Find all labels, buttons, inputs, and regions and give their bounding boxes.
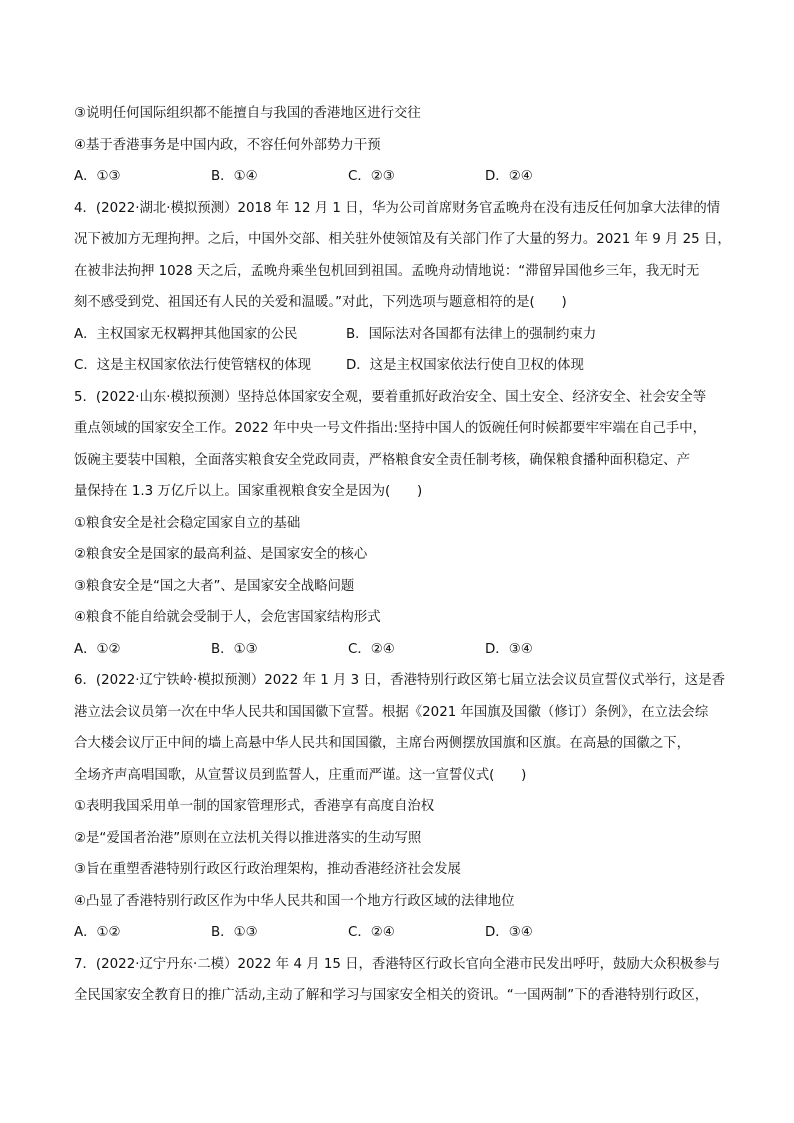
- option-d: D．③④: [485, 641, 533, 657]
- option-c: C．②④: [348, 641, 395, 657]
- statement-item: ②粮食安全是国家的最高利益、是国家安全的核心: [74, 547, 368, 562]
- option-d: D．②④: [485, 169, 533, 184]
- option-d: D．这是主权国家依法行使自卫权的体现: [346, 358, 584, 373]
- answer-options-row-2: [74, 350, 734, 382]
- question-text-line: 6．(2022·辽宁铁岭·模拟预测）2022 年 1 月 3 日，香港特别行政区第七届立法会议员宣誓仪式举行，这是香: [74, 673, 725, 688]
- option-a: A．主权国家无权羁押其他国家的公民: [74, 326, 298, 342]
- option-c: C．②③: [348, 169, 395, 184]
- option-d: D．③④: [485, 925, 533, 940]
- question-3-tail: [74, 98, 734, 193]
- statement-item: ③说明任何国际组织都不能擅自与我国的香港地区进行交往: [74, 106, 421, 121]
- question-5: [74, 382, 734, 666]
- option-b: B．①④: [211, 169, 258, 184]
- statement-item: ①粮食安全是社会稳定国家自立的基础: [74, 515, 301, 531]
- question-text-line: 在被非法拘押 1028 天之后，孟晚舟乘坐包机回到祖国。孟晚舟动情地说：“滞留异国他乡三年，我无时无: [74, 263, 700, 279]
- option-c: C．②④: [348, 925, 395, 940]
- statement-item: ④粮食不能自给就会受制于人，会危害国家结构形式: [74, 610, 381, 625]
- option-c: C．这是主权国家依法行使管辖权的体现: [74, 358, 311, 373]
- question-text-line: 刻不感受到党、祖国还有人民的关爱和温暖。”对此，下列选项与题意相符的是( ): [74, 295, 567, 310]
- statement-item: ③粮食安全是“国之大者”、是国家安全战略问题: [74, 578, 355, 594]
- statement-item: ④基于香港事务是中国内政，不容任何外部势力干预: [74, 137, 381, 153]
- option-b: B．国际法对各国都有法律上的强制约束力: [346, 326, 597, 342]
- question-text-line: 量保持在 1.3 万亿斤以上。国家重视粮食安全是因为( ): [74, 484, 423, 499]
- question-4: [74, 193, 734, 382]
- statement-item: ④凸显了香港特别行政区作为中华人民共和国一个地方行政区域的法律地位: [74, 893, 515, 909]
- question-text-line: 4．(2022·湖北·模拟预测）2018 年 12 月 1 日，华为公司首席财务官孟晚舟在没有违反任何加拿大法律的情: [74, 200, 721, 216]
- option-b: B．①③: [211, 925, 258, 940]
- answer-options: [74, 634, 734, 666]
- question-6: [74, 665, 734, 949]
- question-7: [74, 949, 734, 1012]
- question-text-line: 全民国家安全教育日的推广活动,主动了解和学习与国家安全相关的资讯。“一国两制”下的香港特别行政区，: [74, 988, 709, 1003]
- option-b: B．①③: [211, 641, 258, 657]
- statement-item: ②是“爱国者治港”原则在立法机关得以推进落实的生动写照: [74, 830, 422, 846]
- question-text-line: 况下被加方无理拘押。之后，中国外交部、相关驻外使领馆及有关部门作了大量的努力。2021 年 9 月 25 日，: [74, 232, 731, 247]
- question-text-line: 重点领域的国家安全工作。2022 年中央一号文件指出:坚持中国人的饭碗任何时候都要牢牢端在自己手中，: [74, 421, 707, 436]
- option-a: A．①②: [74, 925, 121, 940]
- answer-options: [74, 917, 734, 949]
- option-a: A．①②: [74, 641, 121, 657]
- statement-item: ①表明我国采用单一制的国家管理形式，香港享有高度自治权: [74, 799, 435, 814]
- question-text-line: 港立法会议员第一次在中华人民共和国国徽下宣誓。根据《2021 年国旗及国徽（修订）条例》，在立法会综: [74, 704, 709, 720]
- option-a: A．①③: [74, 169, 121, 184]
- question-text-line: 7．(2022·辽宁丹东·二模）2022 年 4 月 15 日，香港特区行政长官向全港市民发出呼吁，鼓励大众积极参与: [74, 956, 721, 972]
- question-text-line: 合大楼会议厅正中间的墙上高悬中华人民共和国国徽，主席台两侧摆放国旗和区旗。在高悬的国徽之下，: [74, 736, 690, 751]
- document-content: [74, 98, 734, 1012]
- question-text-line: 全场齐声高唱国歌，从宣誓议员到监誓人，庄重而严谨。这一宣誓仪式( ): [74, 767, 527, 783]
- question-text-line: 5．(2022·山东·模拟预测）坚持总体国家安全观，要着重抓好政治安全、国土安全、经济安全、社会安全等: [74, 389, 707, 405]
- answer-options-row-1: [74, 319, 734, 351]
- answer-options: [74, 161, 734, 193]
- question-text-line: 饭碗主要装中国粮，全面落实粮食安全党政同责，严格粮食安全责任制考核，确保粮食播种面积稳定、产: [74, 452, 690, 468]
- statement-item: ③旨在重塑香港特别行政区行政治理架构，推动香港经济社会发展: [74, 862, 461, 877]
